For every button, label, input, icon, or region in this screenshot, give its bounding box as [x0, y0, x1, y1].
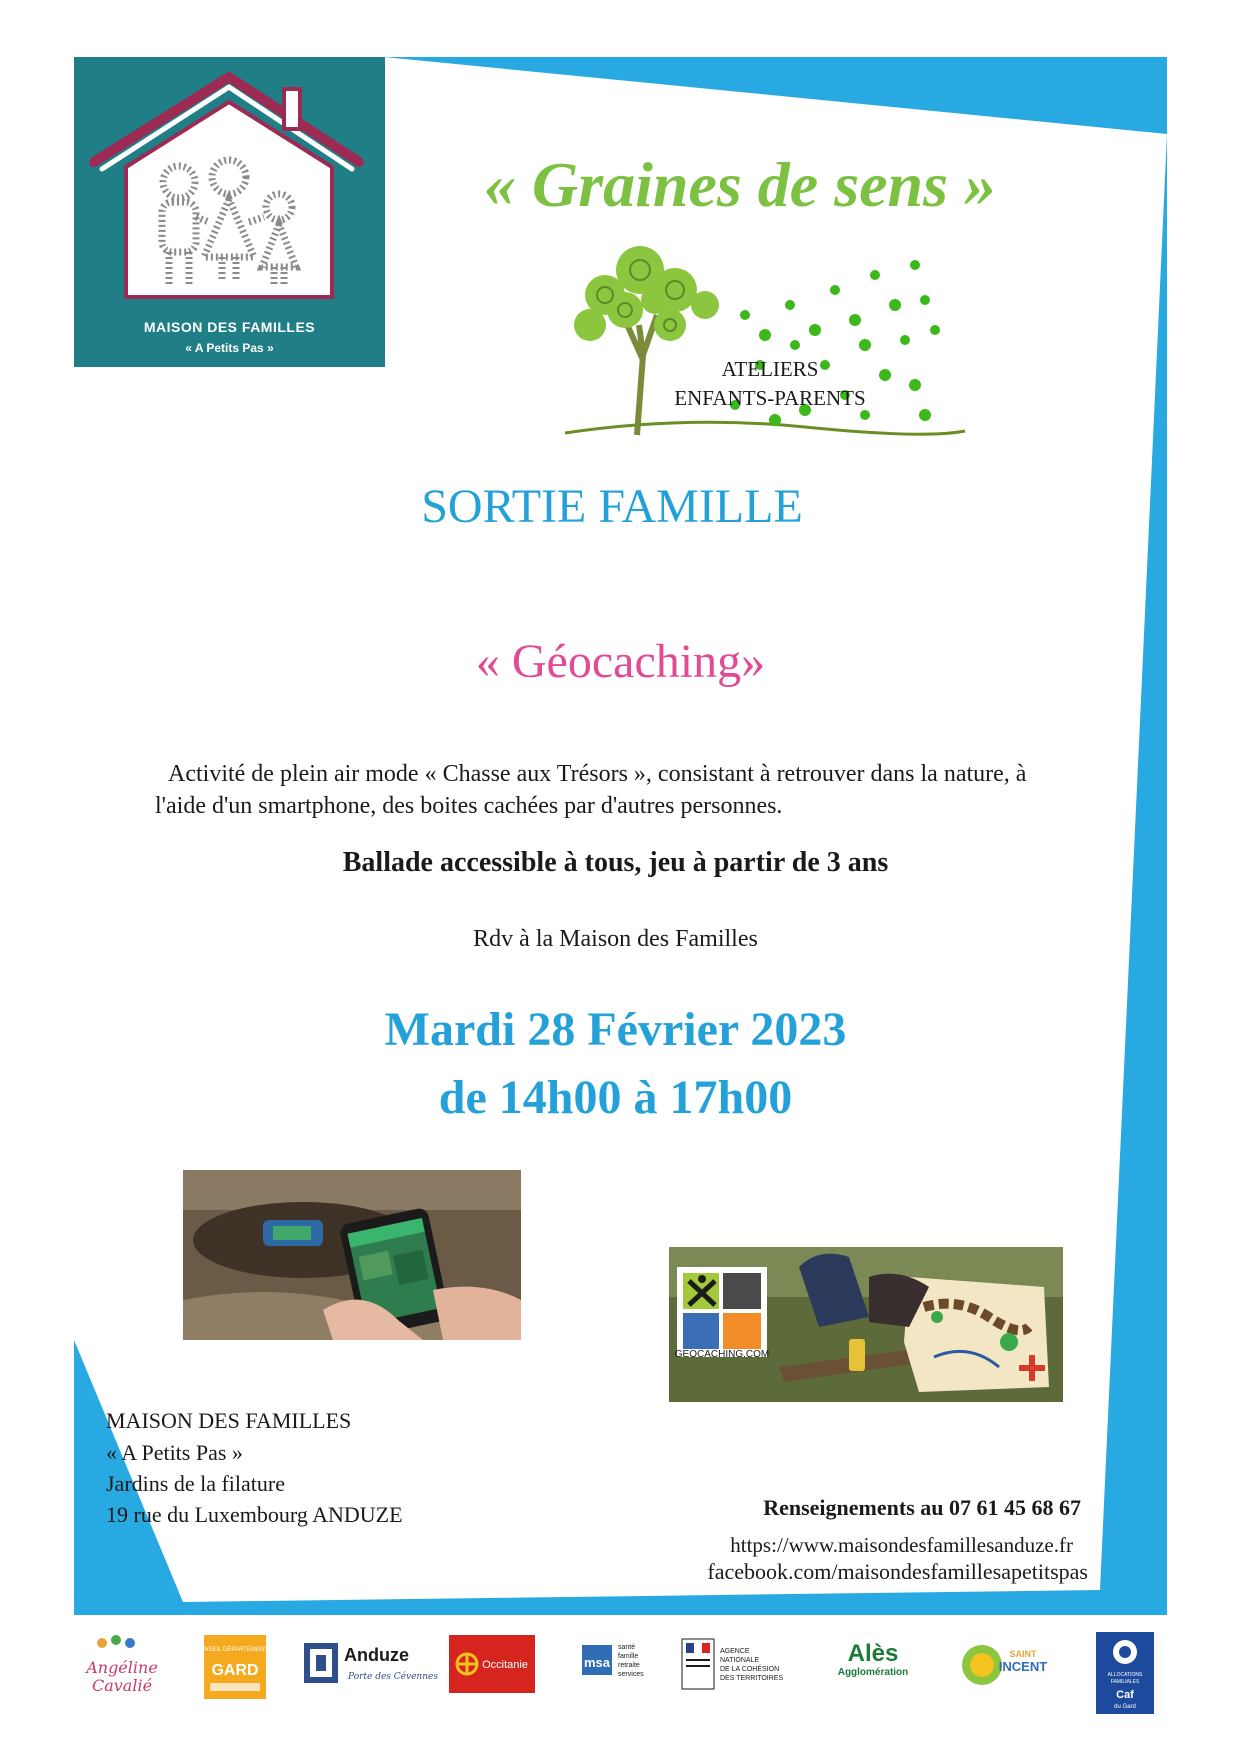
event-name: « Géocaching» [475, 635, 766, 688]
event-description: Activité de plein air mode « Chasse aux Trésors », consistant à retrouver dans la nature, à l'aide d'un smartphone, des boites cachées par d'autres personnes. [155, 761, 1027, 819]
msa-line1: santé [618, 1644, 636, 1651]
svg-text:msa: msa [583, 1655, 611, 1670]
msa-line3: retraite [618, 1662, 640, 1669]
caf-line2: FAMILIALES [1110, 1679, 1140, 1685]
partner-msa-logo [580, 1635, 664, 1705]
angeline-text: Angéline [86, 1658, 158, 1677]
logo-subtitle: « A Petits Pas » [185, 341, 274, 355]
contact-facebook-link[interactable]: facebook.com/maisondesfamillesapetitspas [707, 1559, 1088, 1584]
event-time: de 14h00 à 17h00 [438, 1071, 793, 1124]
event-audience: Ballade accessible à tous, jeu à partir de 3 ans [342, 847, 889, 878]
occitanie-text: Occitanie [482, 1659, 528, 1671]
ales-subtext: Agglomération [837, 1667, 909, 1678]
anct-line3: DE LA COHÉSION [720, 1666, 780, 1673]
partner-occitanie-logo [449, 1635, 535, 1705]
cavalie-text: Cavalié [91, 1676, 153, 1695]
address-subname: « A Petits Pas » [106, 1440, 243, 1465]
ateliers-label: ATELIERS [721, 357, 819, 381]
anct-line4: DES TERRITOIRES [720, 1675, 784, 1682]
photo-smartphone-geocache [183, 1170, 521, 1340]
gard-small-text: CONSEIL DÉPARTEMENTAL [195, 1647, 275, 1653]
ales-text: Alès [847, 1640, 899, 1667]
anduze-subtext: Porte des Cévennes [348, 1672, 438, 1682]
anduze-text: Anduze [344, 1645, 409, 1665]
photo-geocaching-map [669, 1247, 1063, 1402]
event-date: Mardi 28 Février 2023 [384, 1003, 847, 1056]
partner-caf-gard-logo [1096, 1632, 1154, 1714]
event-meeting-point: Rdv à la Maison des Familles [473, 926, 758, 952]
gard-text: GARD [211, 1662, 259, 1679]
workshop-title: « Graines de sens » [483, 149, 997, 220]
maison-des-familles-logo [74, 57, 385, 367]
partner-ales-agglomeration-logo [828, 1635, 923, 1705]
contact-website-link[interactable]: https://www.maisondesfamillesanduze.fr [730, 1533, 1073, 1557]
saint-vincent-line1: SAINT [1009, 1649, 1037, 1659]
address-place: Jardins de la filature [106, 1471, 285, 1496]
anct-line1: AGENCE [720, 1648, 750, 1655]
msa-line2: famille [618, 1653, 639, 1660]
anct-line2: NATIONALE [720, 1657, 760, 1664]
partner-gard-logo [195, 1635, 275, 1705]
partner-anduze-logo [302, 1635, 438, 1705]
msa-line4: services [618, 1671, 644, 1678]
geocaching-logo-text: GEOCACHING.COM [674, 1349, 770, 1360]
contact-phone: Renseignements au 07 61 45 68 67 [763, 1495, 1081, 1520]
partner-anct-logo [680, 1635, 784, 1705]
event-category: SORTIE FAMILLE [421, 480, 803, 533]
house-family-icon [74, 57, 385, 307]
partner-angeline-cavalie-logo [82, 1635, 162, 1705]
caf-line1: ALLOCATIONS [1107, 1672, 1143, 1678]
tree-illustration [565, 245, 965, 445]
address-name: MAISON DES FAMILLES [106, 1408, 352, 1433]
partner-saint-vincent-logo [958, 1635, 1056, 1705]
address-street: 19 rue du Luxembourg ANDUZE [106, 1502, 403, 1527]
logo-title: MAISON DES FAMILLES [143, 319, 316, 335]
caf-line4: du Gard [1114, 1704, 1136, 1710]
enfants-parents-label: ENFANTS-PARENTS [674, 386, 866, 410]
saint-vincent-line2: INCENT [998, 1659, 1048, 1674]
caf-line3: Caf [1116, 1689, 1134, 1701]
